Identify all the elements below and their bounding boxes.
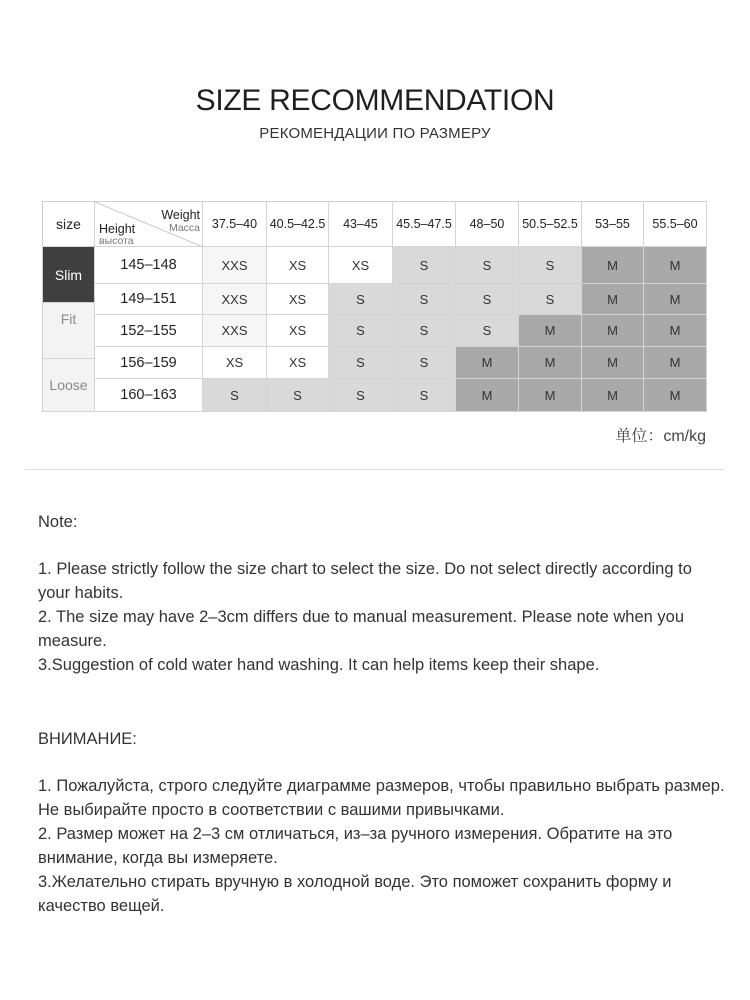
size-cell: S [329, 347, 393, 379]
height-range-cell: 156–159 [95, 347, 203, 379]
size-cell: M [519, 315, 582, 347]
size-cell: XS [329, 247, 393, 284]
note-heading-en: Note: [38, 513, 78, 531]
note-list-ru [38, 774, 728, 918]
height-range-cell: 149–151 [95, 284, 203, 315]
unit-label: 单位：cm/kg [615, 428, 706, 445]
size-cell: XS [267, 315, 329, 347]
size-cell: S [393, 379, 456, 412]
size-column-header: size [43, 202, 95, 247]
size-cell: XXS [203, 247, 267, 284]
size-cell: M [582, 379, 644, 412]
size-cell: S [393, 315, 456, 347]
size-cell: S [203, 379, 267, 412]
size-cell: S [329, 379, 393, 412]
height-range-cell: 160–163 [95, 379, 203, 412]
note-list-en [38, 557, 718, 677]
size-cell: S [456, 247, 519, 284]
size-cell: S [519, 247, 582, 284]
size-cell: M [644, 347, 707, 379]
size-cell: S [456, 284, 519, 315]
weight-column-header: 40.5–42.5 [267, 202, 329, 247]
fit-loose: Loose [43, 359, 95, 412]
size-cell: XS [203, 347, 267, 379]
note-en-item-3: 3.Suggestion of cold water hand washing. It can help items keep their shape. [38, 656, 600, 674]
note-en-item-2: 2. The size may have 2–3cm differs due to manual measurement. Please note when you measure. [38, 608, 685, 650]
page-subtitle: РЕКОМЕНДАЦИИ ПО РАЗМЕРУ [259, 125, 491, 142]
size-cell: S [267, 379, 329, 412]
weight-column-header: 55.5–60 [644, 202, 707, 247]
size-cell: S [393, 247, 456, 284]
size-cell: XXS [203, 284, 267, 315]
note-ru-item-3: 3.Желательно стирать вручную в холодной воде. Это поможет сохранить форму и качество вещей. [38, 873, 672, 915]
size-cell: M [519, 347, 582, 379]
page-title: SIZE RECOMMENDATION [195, 84, 555, 117]
size-cell: M [644, 379, 707, 412]
size-cell: S [393, 284, 456, 315]
height-label-ru: высота [99, 235, 134, 247]
size-cell: M [456, 379, 519, 412]
fit-fit: Fit [43, 303, 95, 359]
height-weight-header [95, 202, 203, 247]
weight-label-ru: Масса [168, 222, 200, 234]
size-cell: S [329, 284, 393, 315]
size-cell: XS [267, 284, 329, 315]
weight-column-header: 48–50 [456, 202, 519, 247]
size-chart-table [42, 201, 707, 412]
weight-column-header: 50.5–52.5 [519, 202, 582, 247]
size-cell: XS [267, 347, 329, 379]
size-cell: S [393, 347, 456, 379]
size-cell: M [644, 315, 707, 347]
height-range-cell: 152–155 [95, 315, 203, 347]
size-cell: M [582, 347, 644, 379]
note-ru-item-1: 1. Пожалуйста, строго следуйте диаграмме размеров, чтобы правильно выбрать размер. Не выбирайте просто в соответствии с вашими привычками. [38, 777, 725, 819]
height-label: Height [99, 222, 136, 236]
size-cell: M [644, 284, 707, 315]
size-cell: M [582, 284, 644, 315]
weight-column-header: 37.5–40 [203, 202, 267, 247]
note-ru-item-2: 2. Размер может на 2–3 см отличаться, из–за ручного измерения. Обратите на это внимание, когда вы измеряете. [38, 825, 673, 867]
height-range-cell: 145–148 [95, 247, 203, 284]
size-cell: M [644, 247, 707, 284]
size-cell: M [582, 315, 644, 347]
note-heading-ru: ВНИМАНИЕ: [38, 730, 137, 748]
size-cell: XS [267, 247, 329, 284]
divider [25, 469, 725, 470]
size-cell: M [519, 379, 582, 412]
size-cell: M [582, 247, 644, 284]
size-cell: S [329, 315, 393, 347]
weight-column-header: 45.5–47.5 [393, 202, 456, 247]
fit-slim: Slim [43, 247, 95, 303]
size-cell: S [519, 284, 582, 315]
size-cell: M [456, 347, 519, 379]
note-en-item-1: 1. Please strictly follow the size chart to select the size. Do not select directly according to your habits. [38, 560, 692, 602]
weight-label: Weight [161, 208, 200, 222]
weight-column-header: 43–45 [329, 202, 393, 247]
weight-column-header: 53–55 [582, 202, 644, 247]
size-cell: XXS [203, 315, 267, 347]
size-cell: S [456, 315, 519, 347]
